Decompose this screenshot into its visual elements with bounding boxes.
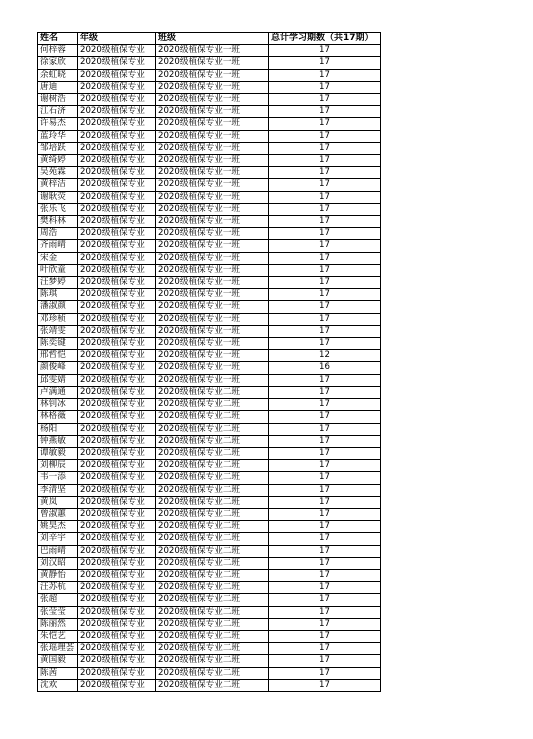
table-row [38, 521, 381, 533]
cell-grade: 2020级植保专业 [78, 313, 156, 325]
cell-class: 2020级植保专业一班 [156, 362, 269, 374]
cell-class: 2020级植保专业二班 [156, 667, 269, 679]
cell-total-sessions: 17 [269, 57, 381, 69]
cell-class: 2020级植保专业一班 [156, 142, 269, 154]
table-row [38, 106, 381, 118]
cell-total-sessions: 17 [269, 594, 381, 606]
cell-total-sessions: 17 [269, 533, 381, 545]
cell-total-sessions: 17 [269, 155, 381, 167]
cell-name: 张超 [38, 594, 78, 606]
cell-grade: 2020级植保专业 [78, 167, 156, 179]
cell-grade: 2020级植保专业 [78, 667, 156, 679]
cell-grade: 2020级植保专业 [78, 374, 156, 386]
cell-total-sessions: 17 [269, 460, 381, 472]
cell-grade: 2020级植保专业 [78, 142, 156, 154]
cell-total-sessions: 17 [269, 643, 381, 655]
cell-total-sessions: 17 [269, 423, 381, 435]
cell-name: 宋金 [38, 252, 78, 264]
cell-class: 2020级植保专业一班 [156, 130, 269, 142]
cell-grade: 2020级植保专业 [78, 203, 156, 215]
cell-grade: 2020级植保专业 [78, 435, 156, 447]
cell-name: 徐家欣 [38, 57, 78, 69]
table-row [38, 252, 381, 264]
cell-grade: 2020级植保专业 [78, 69, 156, 81]
cell-class: 2020级植保专业二班 [156, 606, 269, 618]
cell-total-sessions: 17 [269, 203, 381, 215]
cell-class: 2020级植保专业二班 [156, 447, 269, 459]
table-row [38, 313, 381, 325]
cell-total-sessions: 17 [269, 557, 381, 569]
cell-class: 2020级植保专业一班 [156, 191, 269, 203]
cell-name: 陈琪 [38, 289, 78, 301]
table-row [38, 216, 381, 228]
header-name: 姓名 [38, 33, 78, 45]
cell-name: 陈奕键 [38, 338, 78, 350]
study-records-table [37, 32, 381, 692]
cell-name: 巴雨晴 [38, 545, 78, 557]
cell-name: 韦一添 [38, 472, 78, 484]
table-row [38, 594, 381, 606]
cell-total-sessions: 17 [269, 130, 381, 142]
cell-class: 2020级植保专业二班 [156, 533, 269, 545]
table-row [38, 57, 381, 69]
table-row [38, 167, 381, 179]
cell-total-sessions: 17 [269, 618, 381, 630]
cell-class: 2020级植保专业二班 [156, 545, 269, 557]
table-row [38, 484, 381, 496]
cell-name: 汪梦婷 [38, 277, 78, 289]
cell-grade: 2020级植保专业 [78, 655, 156, 667]
cell-class: 2020级植保专业二班 [156, 655, 269, 667]
table-row [38, 45, 381, 57]
table-row [38, 338, 381, 350]
cell-grade: 2020级植保专业 [78, 606, 156, 618]
table-row [38, 386, 381, 398]
cell-total-sessions: 17 [269, 81, 381, 93]
cell-total-sessions: 17 [269, 386, 381, 398]
cell-total-sessions: 17 [269, 447, 381, 459]
table-row [38, 496, 381, 508]
cell-total-sessions: 17 [269, 545, 381, 557]
cell-grade: 2020级植保专业 [78, 57, 156, 69]
cell-class: 2020级植保专业一班 [156, 264, 269, 276]
table-row [38, 118, 381, 130]
cell-grade: 2020级植保专业 [78, 643, 156, 655]
cell-grade: 2020级植保专业 [78, 460, 156, 472]
cell-grade: 2020级植保专业 [78, 252, 156, 264]
cell-name: 黄梓洁 [38, 179, 78, 191]
cell-grade: 2020级植保专业 [78, 545, 156, 557]
cell-class: 2020级植保专业二班 [156, 399, 269, 411]
cell-class: 2020级植保专业二班 [156, 679, 269, 691]
cell-name: 吴苑霖 [38, 167, 78, 179]
cell-grade: 2020级植保专业 [78, 423, 156, 435]
cell-name: 余虹晓 [38, 69, 78, 81]
cell-grade: 2020级植保专业 [78, 216, 156, 228]
cell-name: 陈茜 [38, 667, 78, 679]
cell-total-sessions: 17 [269, 508, 381, 520]
cell-name: 张乐飞 [38, 203, 78, 215]
cell-grade: 2020级植保专业 [78, 155, 156, 167]
table-row [38, 130, 381, 142]
cell-class: 2020级植保专业一班 [156, 301, 269, 313]
cell-class: 2020级植保专业二班 [156, 630, 269, 642]
cell-total-sessions: 17 [269, 667, 381, 679]
cell-class: 2020级植保专业二班 [156, 496, 269, 508]
cell-class: 2020级植保专业一班 [156, 94, 269, 106]
table-row [38, 277, 381, 289]
table-row [38, 325, 381, 337]
cell-name: 叶欣童 [38, 264, 78, 276]
cell-class: 2020级植保专业一班 [156, 374, 269, 386]
cell-total-sessions: 17 [269, 325, 381, 337]
table-row [38, 69, 381, 81]
cell-grade: 2020级植保专业 [78, 240, 156, 252]
table-row [38, 447, 381, 459]
cell-name: 潘淑颜 [38, 301, 78, 313]
table-row [38, 301, 381, 313]
cell-name: 黄岚 [38, 496, 78, 508]
table-row [38, 582, 381, 594]
table-row [38, 545, 381, 557]
cell-total-sessions: 17 [269, 399, 381, 411]
cell-name: 邢哲恺 [38, 350, 78, 362]
cell-class: 2020级植保专业二班 [156, 423, 269, 435]
cell-class: 2020级植保专业二班 [156, 643, 269, 655]
cell-grade: 2020级植保专业 [78, 45, 156, 57]
cell-name: 唐迪 [38, 81, 78, 93]
cell-class: 2020级植保专业二班 [156, 618, 269, 630]
cell-name: 谭敏毅 [38, 447, 78, 459]
cell-class: 2020级植保专业一班 [156, 228, 269, 240]
table-row [38, 569, 381, 581]
cell-name: 沈欢 [38, 679, 78, 691]
table-row [38, 618, 381, 630]
table-row [38, 606, 381, 618]
table-row [38, 423, 381, 435]
cell-class: 2020级植保专业一班 [156, 289, 269, 301]
cell-total-sessions: 17 [269, 582, 381, 594]
cell-total-sessions: 17 [269, 521, 381, 533]
cell-grade: 2020级植保专业 [78, 399, 156, 411]
cell-grade: 2020级植保专业 [78, 472, 156, 484]
table-row [38, 240, 381, 252]
cell-total-sessions: 17 [269, 484, 381, 496]
cell-name: 曾淑蕙 [38, 508, 78, 520]
cell-total-sessions: 17 [269, 338, 381, 350]
cell-class: 2020级植保专业一班 [156, 313, 269, 325]
cell-class: 2020级植保专业一班 [156, 216, 269, 228]
table-row [38, 179, 381, 191]
cell-class: 2020级植保专业一班 [156, 203, 269, 215]
cell-grade: 2020级植保专业 [78, 618, 156, 630]
cell-class: 2020级植保专业一班 [156, 69, 269, 81]
cell-grade: 2020级植保专业 [78, 350, 156, 362]
cell-name: 蓝玲华 [38, 130, 78, 142]
cell-name: 邱雯婧 [38, 374, 78, 386]
table-row [38, 203, 381, 215]
cell-name: 谢耿荧 [38, 191, 78, 203]
cell-grade: 2020级植保专业 [78, 81, 156, 93]
table-row [38, 142, 381, 154]
cell-grade: 2020级植保专业 [78, 496, 156, 508]
cell-class: 2020级植保专业一班 [156, 325, 269, 337]
cell-grade: 2020级植保专业 [78, 582, 156, 594]
cell-grade: 2020级植保专业 [78, 362, 156, 374]
cell-total-sessions: 17 [269, 106, 381, 118]
cell-name: 林格薇 [38, 411, 78, 423]
cell-name: 刘汉昭 [38, 557, 78, 569]
cell-grade: 2020级植保专业 [78, 594, 156, 606]
cell-total-sessions: 17 [269, 435, 381, 447]
cell-class: 2020级植保专业一班 [156, 350, 269, 362]
cell-name: 颜俊峰 [38, 362, 78, 374]
cell-class: 2020级植保专业一班 [156, 240, 269, 252]
cell-name: 卢满通 [38, 386, 78, 398]
header-grade: 年级 [78, 33, 156, 45]
cell-grade: 2020级植保专业 [78, 191, 156, 203]
cell-name: 江石济 [38, 106, 78, 118]
cell-name: 陈丽然 [38, 618, 78, 630]
table-row [38, 533, 381, 545]
table-row [38, 264, 381, 276]
cell-total-sessions: 17 [269, 630, 381, 642]
cell-name: 张莹莹 [38, 606, 78, 618]
cell-grade: 2020级植保专业 [78, 325, 156, 337]
cell-grade: 2020级植保专业 [78, 118, 156, 130]
cell-grade: 2020级植保专业 [78, 447, 156, 459]
cell-class: 2020级植保专业一班 [156, 252, 269, 264]
cell-total-sessions: 17 [269, 94, 381, 106]
table-row [38, 630, 381, 642]
cell-class: 2020级植保专业二班 [156, 521, 269, 533]
cell-name: 黄国毅 [38, 655, 78, 667]
cell-total-sessions: 17 [269, 179, 381, 191]
table-row [38, 679, 381, 691]
cell-name: 邹培跃 [38, 142, 78, 154]
table-row [38, 460, 381, 472]
cell-total-sessions: 17 [269, 252, 381, 264]
cell-name: 黄静怡 [38, 569, 78, 581]
cell-total-sessions: 17 [269, 655, 381, 667]
table-row [38, 667, 381, 679]
cell-name: 林钊冰 [38, 399, 78, 411]
cell-grade: 2020级植保专业 [78, 130, 156, 142]
cell-grade: 2020级植保专业 [78, 277, 156, 289]
cell-total-sessions: 17 [269, 167, 381, 179]
cell-total-sessions: 17 [269, 472, 381, 484]
cell-class: 2020级植保专业一班 [156, 106, 269, 118]
cell-total-sessions: 17 [269, 142, 381, 154]
cell-class: 2020级植保专业二班 [156, 460, 269, 472]
cell-name: 钟燕敏 [38, 435, 78, 447]
table-row [38, 94, 381, 106]
cell-total-sessions: 17 [269, 289, 381, 301]
header-total-sessions: 总计学习期数（共17期） [269, 33, 381, 45]
cell-class: 2020级植保专业一班 [156, 57, 269, 69]
table-row [38, 191, 381, 203]
cell-grade: 2020级植保专业 [78, 386, 156, 398]
table-row [38, 411, 381, 423]
cell-name: 杨阳 [38, 423, 78, 435]
cell-total-sessions: 17 [269, 228, 381, 240]
cell-name: 刘辛宇 [38, 533, 78, 545]
cell-name: 邓珍桢 [38, 313, 78, 325]
cell-name: 黄绮婷 [38, 155, 78, 167]
table-row [38, 155, 381, 167]
cell-class: 2020级植保专业二班 [156, 472, 269, 484]
cell-class: 2020级植保专业二班 [156, 411, 269, 423]
cell-name: 张瑶理荟 [38, 643, 78, 655]
cell-total-sessions: 17 [269, 301, 381, 313]
table-row [38, 374, 381, 386]
cell-grade: 2020级植保专业 [78, 569, 156, 581]
cell-class: 2020级植保专业一班 [156, 277, 269, 289]
table-row [38, 228, 381, 240]
table-row [38, 362, 381, 374]
table-row [38, 508, 381, 520]
table-row [38, 81, 381, 93]
cell-total-sessions: 12 [269, 350, 381, 362]
cell-total-sessions: 17 [269, 264, 381, 276]
cell-total-sessions: 17 [269, 606, 381, 618]
cell-class: 2020级植保专业二班 [156, 386, 269, 398]
cell-total-sessions: 17 [269, 569, 381, 581]
cell-total-sessions: 17 [269, 240, 381, 252]
cell-grade: 2020级植保专业 [78, 484, 156, 496]
cell-grade: 2020级植保专业 [78, 411, 156, 423]
cell-name: 许易杰 [38, 118, 78, 130]
cell-class: 2020级植保专业一班 [156, 167, 269, 179]
cell-class: 2020级植保专业二班 [156, 569, 269, 581]
table-row [38, 557, 381, 569]
cell-total-sessions: 17 [269, 69, 381, 81]
cell-grade: 2020级植保专业 [78, 521, 156, 533]
cell-class: 2020级植保专业二班 [156, 594, 269, 606]
cell-class: 2020级植保专业二班 [156, 435, 269, 447]
cell-class: 2020级植保专业一班 [156, 45, 269, 57]
cell-class: 2020级植保专业一班 [156, 338, 269, 350]
cell-name: 齐雨晴 [38, 240, 78, 252]
cell-total-sessions: 17 [269, 411, 381, 423]
table-row [38, 472, 381, 484]
cell-grade: 2020级植保专业 [78, 301, 156, 313]
cell-total-sessions: 17 [269, 216, 381, 228]
cell-name: 张靖雯 [38, 325, 78, 337]
cell-name: 朱恺艺 [38, 630, 78, 642]
cell-total-sessions: 17 [269, 191, 381, 203]
cell-class: 2020级植保专业一班 [156, 118, 269, 130]
cell-grade: 2020级植保专业 [78, 106, 156, 118]
cell-name: 何梓蓉 [38, 45, 78, 57]
cell-name: 汪苏杭 [38, 582, 78, 594]
cell-class: 2020级植保专业二班 [156, 508, 269, 520]
table-row [38, 643, 381, 655]
cell-class: 2020级植保专业一班 [156, 81, 269, 93]
table-row [38, 435, 381, 447]
cell-total-sessions: 17 [269, 118, 381, 130]
cell-class: 2020级植保专业二班 [156, 557, 269, 569]
cell-grade: 2020级植保专业 [78, 228, 156, 240]
cell-total-sessions: 17 [269, 277, 381, 289]
cell-grade: 2020级植保专业 [78, 508, 156, 520]
cell-name: 姚昊杰 [38, 521, 78, 533]
cell-grade: 2020级植保专业 [78, 338, 156, 350]
cell-name: 刘柳辰 [38, 460, 78, 472]
cell-total-sessions: 17 [269, 45, 381, 57]
cell-total-sessions: 17 [269, 313, 381, 325]
cell-grade: 2020级植保专业 [78, 679, 156, 691]
cell-grade: 2020级植保专业 [78, 630, 156, 642]
cell-grade: 2020级植保专业 [78, 179, 156, 191]
header-class: 班级 [156, 33, 269, 45]
cell-total-sessions: 16 [269, 362, 381, 374]
cell-grade: 2020级植保专业 [78, 557, 156, 569]
table-row [38, 350, 381, 362]
cell-grade: 2020级植保专业 [78, 264, 156, 276]
cell-total-sessions: 17 [269, 496, 381, 508]
cell-name: 谢树浩 [38, 94, 78, 106]
cell-class: 2020级植保专业一班 [156, 179, 269, 191]
cell-total-sessions: 17 [269, 374, 381, 386]
table-row [38, 289, 381, 301]
header-row [38, 33, 381, 45]
table-row [38, 399, 381, 411]
cell-class: 2020级植保专业一班 [156, 155, 269, 167]
cell-grade: 2020级植保专业 [78, 289, 156, 301]
cell-class: 2020级植保专业二班 [156, 582, 269, 594]
cell-grade: 2020级植保专业 [78, 94, 156, 106]
cell-total-sessions: 17 [269, 679, 381, 691]
cell-name: 李清坚 [38, 484, 78, 496]
cell-class: 2020级植保专业二班 [156, 484, 269, 496]
cell-name: 周浩 [38, 228, 78, 240]
table-row [38, 655, 381, 667]
cell-grade: 2020级植保专业 [78, 533, 156, 545]
cell-name: 樊科林 [38, 216, 78, 228]
